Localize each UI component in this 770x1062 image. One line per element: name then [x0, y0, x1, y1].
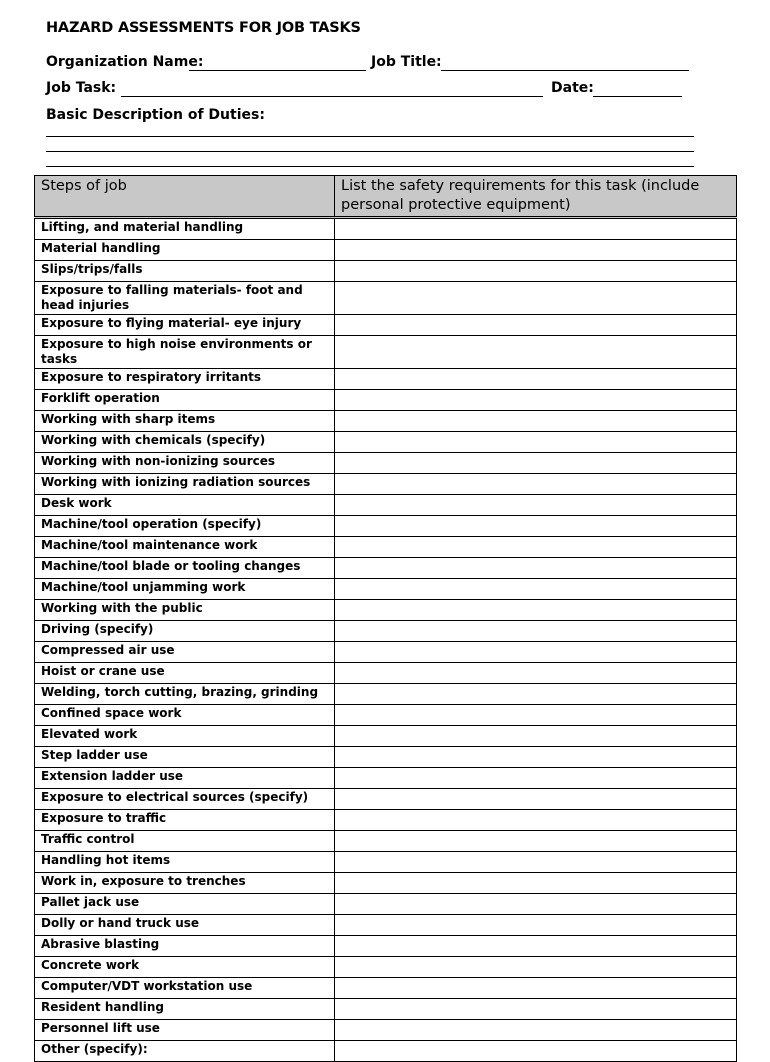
requirement-cell[interactable]: [335, 411, 737, 432]
step-cell: Pallet jack use: [35, 894, 335, 915]
requirement-cell[interactable]: [335, 315, 737, 336]
step-cell: Slips/trips/falls: [35, 261, 335, 282]
step-cell: Working with ionizing radiation sources: [35, 474, 335, 495]
requirement-cell[interactable]: [335, 261, 737, 282]
organization-job-title-row: [46, 54, 696, 74]
step-cell: Exposure to traffic: [35, 810, 335, 831]
requirement-cell[interactable]: [335, 621, 737, 642]
duties-label: Basic Description of Duties:: [46, 107, 265, 123]
step-cell: Abrasive blasting: [35, 936, 335, 957]
table-row: [35, 1020, 737, 1041]
step-cell: Welding, torch cutting, brazing, grinding: [35, 684, 335, 705]
requirement-cell[interactable]: [335, 663, 737, 684]
organization-name-field[interactable]: [189, 70, 366, 71]
step-cell: Machine/tool maintenance work: [35, 537, 335, 558]
table-row: [35, 852, 737, 873]
table-row: [35, 936, 737, 957]
step-cell: Driving (specify): [35, 621, 335, 642]
table-row: [35, 978, 737, 999]
table-row: [35, 999, 737, 1020]
table-row: [35, 684, 737, 705]
requirement-cell[interactable]: [335, 336, 737, 369]
table-row: [35, 1041, 737, 1062]
step-cell: Forklift operation: [35, 390, 335, 411]
job-title-field[interactable]: [441, 70, 689, 71]
step-cell: Exposure to high noise environments or tasks: [35, 336, 335, 369]
step-cell: Other (specify):: [35, 1041, 335, 1062]
table-row: [35, 579, 737, 600]
table-row: [35, 642, 737, 663]
table-row: [35, 369, 737, 390]
step-cell: Exposure to respiratory irritants: [35, 369, 335, 390]
step-cell: Machine/tool unjamming work: [35, 579, 335, 600]
table-row: [35, 957, 737, 978]
step-cell: Confined space work: [35, 705, 335, 726]
step-cell: Working with non-ionizing sources: [35, 453, 335, 474]
requirement-cell[interactable]: [335, 957, 737, 978]
step-cell: Working with sharp items: [35, 411, 335, 432]
job-task-date-row: [46, 80, 696, 100]
duties-row: [46, 107, 696, 127]
step-cell: Work in, exposure to trenches: [35, 873, 335, 894]
requirement-cell[interactable]: [335, 1041, 737, 1062]
requirement-cell[interactable]: [335, 642, 737, 663]
requirement-cell[interactable]: [335, 537, 737, 558]
duties-line-3[interactable]: [46, 166, 694, 167]
table-row: [35, 495, 737, 516]
requirement-cell[interactable]: [335, 768, 737, 789]
requirement-cell[interactable]: [335, 558, 737, 579]
step-cell: Exposure to flying material- eye injury: [35, 315, 335, 336]
table-row: [35, 336, 737, 369]
requirement-cell[interactable]: [335, 600, 737, 621]
table-row: [35, 768, 737, 789]
step-cell: Exposure to electrical sources (specify): [35, 789, 335, 810]
table-row: [35, 432, 737, 453]
step-cell: Handling hot items: [35, 852, 335, 873]
requirement-cell[interactable]: [335, 810, 737, 831]
table-row: [35, 810, 737, 831]
table-row: [35, 390, 737, 411]
requirement-cell[interactable]: [335, 831, 737, 852]
table-row: [35, 705, 737, 726]
step-cell: Exposure to falling materials- foot and head injuries: [35, 282, 335, 315]
requirement-cell[interactable]: [335, 999, 737, 1020]
job-task-label: Job Task:: [46, 80, 117, 96]
table-row: [35, 453, 737, 474]
table-row: [35, 600, 737, 621]
table-row: [35, 516, 737, 537]
table-row: [35, 218, 737, 240]
step-cell: Desk work: [35, 495, 335, 516]
step-cell: Machine/tool operation (specify): [35, 516, 335, 537]
step-cell: Material handling: [35, 240, 335, 261]
table-row: [35, 789, 737, 810]
duties-line-2[interactable]: [46, 151, 694, 152]
table-row: [35, 831, 737, 852]
table-row: [35, 558, 737, 579]
step-cell: Elevated work: [35, 726, 335, 747]
requirement-cell[interactable]: [335, 789, 737, 810]
step-cell: Compressed air use: [35, 642, 335, 663]
table-row: [35, 663, 737, 684]
table-row: [35, 474, 737, 495]
requirement-cell[interactable]: [335, 747, 737, 768]
table-row: [35, 747, 737, 768]
duties-line-1[interactable]: [46, 136, 694, 137]
table-row: [35, 315, 737, 336]
date-field[interactable]: [593, 96, 682, 97]
requirement-cell[interactable]: [335, 453, 737, 474]
requirements-header: List the safety requirements for this task (include personal protective equipment): [335, 176, 737, 218]
hazard-table: [34, 175, 737, 1062]
requirement-cell[interactable]: [335, 915, 737, 936]
organization-name-label: Organization Name:: [46, 54, 204, 70]
step-cell: Dolly or hand truck use: [35, 915, 335, 936]
step-cell: Lifting, and material handling: [35, 218, 335, 240]
requirement-cell[interactable]: [335, 516, 737, 537]
requirement-cell[interactable]: [335, 726, 737, 747]
table-row: [35, 240, 737, 261]
step-cell: Step ladder use: [35, 747, 335, 768]
requirement-cell[interactable]: [335, 474, 737, 495]
hazard-table-body: [35, 218, 737, 1062]
requirement-cell[interactable]: [335, 218, 737, 240]
requirement-cell[interactable]: [335, 936, 737, 957]
requirement-cell[interactable]: [335, 894, 737, 915]
requirement-cell[interactable]: [335, 873, 737, 894]
requirement-cell[interactable]: [335, 390, 737, 411]
table-row: [35, 261, 737, 282]
requirement-cell[interactable]: [335, 240, 737, 261]
requirement-cell[interactable]: [335, 978, 737, 999]
step-cell: Extension ladder use: [35, 768, 335, 789]
table-row: [35, 894, 737, 915]
requirement-cell[interactable]: [335, 579, 737, 600]
requirement-cell[interactable]: [335, 705, 737, 726]
step-cell: Machine/tool blade or tooling changes: [35, 558, 335, 579]
job-task-field[interactable]: [121, 96, 543, 97]
table-header-row: [35, 176, 737, 218]
date-label: Date:: [551, 80, 594, 96]
table-row: [35, 726, 737, 747]
table-row: [35, 915, 737, 936]
table-row: [35, 873, 737, 894]
requirement-cell[interactable]: [335, 495, 737, 516]
table-row: [35, 621, 737, 642]
step-cell: Concrete work: [35, 957, 335, 978]
job-title-label: Job Title:: [371, 54, 442, 70]
table-row: [35, 537, 737, 558]
step-cell: Personnel lift use: [35, 1020, 335, 1041]
table-row: [35, 282, 737, 315]
steps-header: Steps of job: [35, 176, 335, 218]
step-cell: Working with chemicals (specify): [35, 432, 335, 453]
requirement-cell[interactable]: [335, 369, 737, 390]
form-title: HAZARD ASSESSMENTS FOR JOB TASKS: [46, 20, 361, 36]
step-cell: Resident handling: [35, 999, 335, 1020]
table-row: [35, 411, 737, 432]
requirement-cell[interactable]: [335, 852, 737, 873]
step-cell: Computer/VDT workstation use: [35, 978, 335, 999]
requirement-cell[interactable]: [335, 282, 737, 315]
requirement-cell[interactable]: [335, 1020, 737, 1041]
requirement-cell[interactable]: [335, 432, 737, 453]
step-cell: Traffic control: [35, 831, 335, 852]
step-cell: Working with the public: [35, 600, 335, 621]
requirement-cell[interactable]: [335, 684, 737, 705]
step-cell: Hoist or crane use: [35, 663, 335, 684]
